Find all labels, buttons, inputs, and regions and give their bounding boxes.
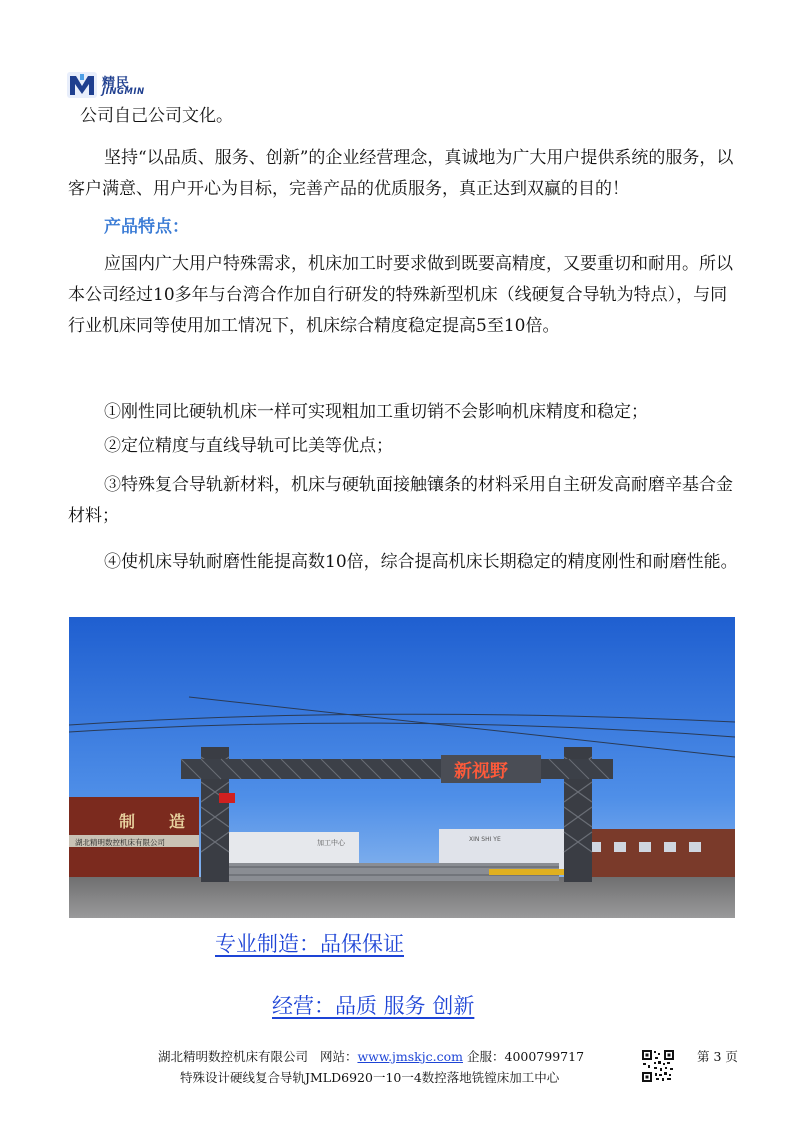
footer-site-label: 网站：: [319, 1049, 358, 1064]
paragraph-culture: 公司自己公司文化。: [80, 106, 233, 126]
feature-item-3: ③特殊复合导轨新材料，机床与硬轨面接触镶条的材料采用自主研发高耐磨辛基合金材料；: [68, 475, 733, 526]
paragraph-intro: 应国内广大用户特殊需求，机床加工时要求做到既要高精度，又要重切和耐用。所以本公司经过10多年与台湾合作加自行研发的特殊新型机床（线硬复合导轨为特点），与同行业机床同等使用加工情况下，机床综合精度稳定提高5至10倍。: [68, 254, 733, 336]
footer-phone: 4000799717: [504, 1049, 585, 1064]
qr-code-icon: [641, 1049, 675, 1083]
building-left-sign: 加工中心: [317, 839, 345, 847]
footer-product: 特殊设计硬线复合导轨JMLD6920一10一4数控落地铣镗床加工中心: [180, 1070, 560, 1085]
building-right-sign: XIN SHI YE: [469, 836, 501, 843]
factory-gate-photo: [69, 617, 735, 918]
footer-site-link[interactable]: www.jmskjc.com: [357, 1049, 463, 1064]
company-logo: [66, 70, 196, 104]
footer-company: 湖北精明数控机床有限公司: [158, 1049, 309, 1064]
footer-line-1: [158, 1047, 584, 1065]
paragraph-philosophy: 坚持“以品质、服务、创新”的企业经营理念，真诚地为广大用户提供系统的服务，以客户满意、用户开心为目标，完善产品的优质服务，真正达到双赢的目的！: [68, 148, 734, 199]
section-heading-features: 产品特点：: [104, 217, 189, 237]
page-number: 第 3 页: [697, 1049, 738, 1064]
footer-phone-label: 企服：: [466, 1049, 505, 1064]
wall-banner-text: 湖北精明数控机床有限公司: [75, 838, 165, 847]
slogan-business: 经营：品质 服务 创新: [272, 994, 475, 1018]
logo-text-en: JINGMIN: [102, 87, 145, 97]
wall-char-2: 造: [169, 812, 186, 831]
gate-sign-text: 新视野: [454, 761, 508, 782]
feature-item-1: ①刚性同比硬轨机床一样可实现粗加工重切销不会影响机床精度和稳定；: [104, 402, 648, 422]
slogan-manufacturing: 专业制造：品保保证: [215, 932, 404, 956]
feature-item-4: ④使机床导轨耐磨性能提高数10倍，综合提高机床长期稳定的精度刚性和耐磨性能。: [104, 552, 738, 572]
jingmin-logo-icon: [66, 70, 98, 100]
logo-text-cn: 精民: [102, 76, 131, 91]
feature-item-2: ②定位精度与直线导轨可比美等优点；: [104, 436, 393, 456]
wall-char-1: 制: [119, 812, 136, 831]
